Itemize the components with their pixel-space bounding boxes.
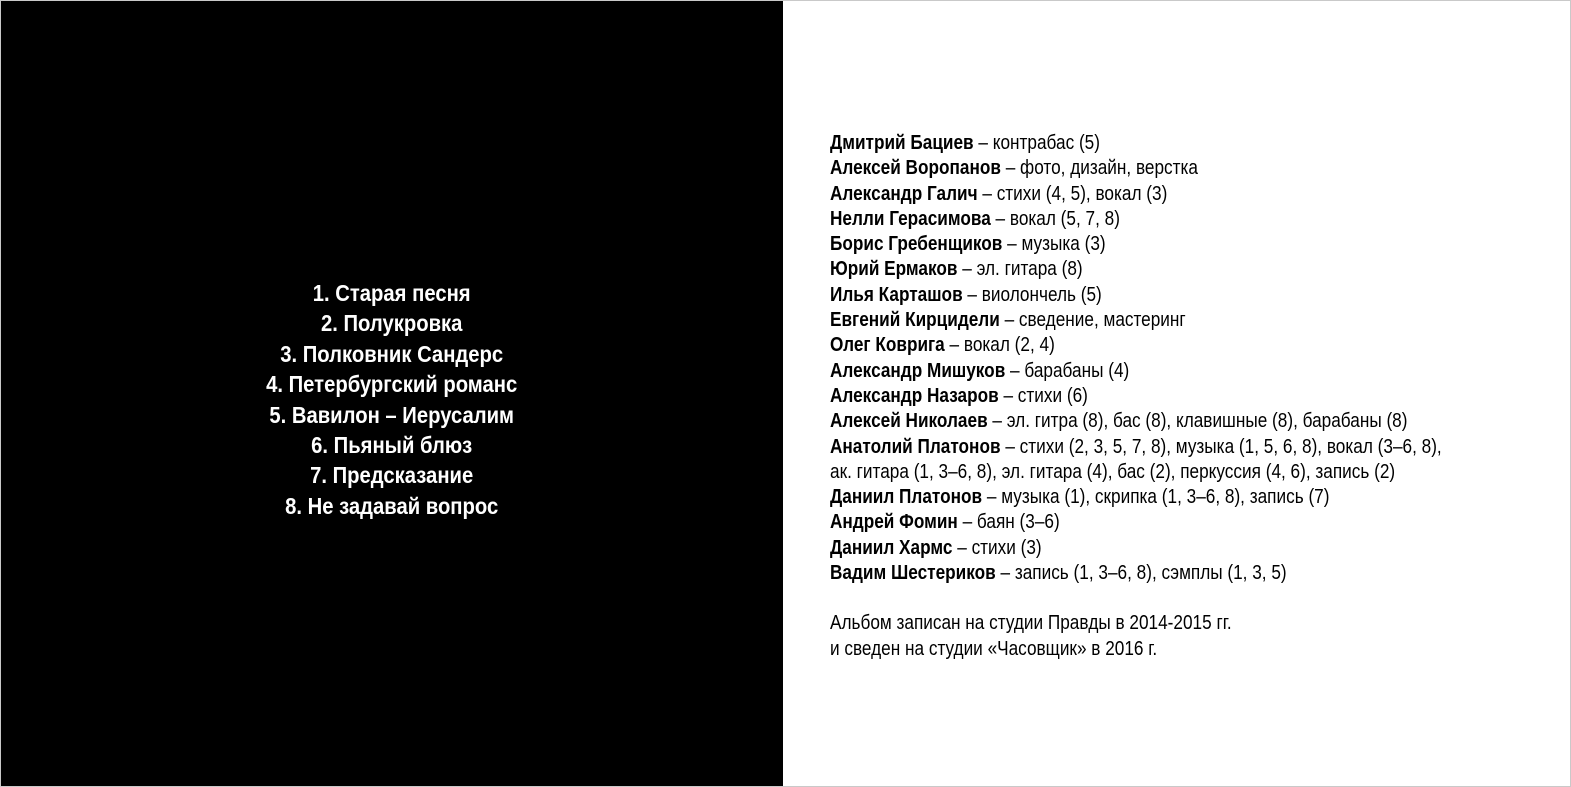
credits-page (783, 1, 1570, 786)
credit-line (830, 156, 1484, 181)
credit-line (830, 232, 1484, 257)
credit-line (830, 510, 1484, 535)
credit-name: Алексей Воропанов (830, 157, 1001, 180)
track-item: 6. Пьяный блюз (311, 431, 473, 458)
credit-role: – вокал (2, 4) (944, 334, 1055, 357)
credit-name: Вадим Шестериков (830, 562, 996, 585)
track-item: 7. Предсказание (310, 462, 474, 489)
credit-role: – эл. гитра (8), бас (8), клавишные (8), барабаны (8) (987, 410, 1408, 433)
credit-line (830, 308, 1484, 333)
credit-line (830, 561, 1484, 586)
credit-line (830, 485, 1484, 510)
credit-role: – фото, дизайн, верстка (1000, 157, 1198, 180)
credit-line (830, 536, 1484, 561)
credit-role: – вокал (5, 7, 8) (990, 207, 1120, 230)
credit-name: Александр Мишуков (830, 359, 1006, 382)
credit-name: Евгений Кирцидели (830, 309, 1000, 332)
credit-line (830, 283, 1484, 308)
credit-name: Александр Назаров (830, 384, 999, 407)
tracklist (266, 278, 517, 521)
track-item: 4. Петербургский романс (266, 371, 518, 398)
track-item: 2. Полукровка (321, 310, 463, 337)
credit-role: – стихи (4, 5), вокал (3) (977, 182, 1168, 205)
credit-role: – запись (1, 3–6, 8), сэмплы (1, 3, 5) (995, 562, 1287, 585)
credit-name: Нелли Герасимова (830, 207, 991, 230)
credit-line (830, 435, 1484, 460)
track-item: 1. Старая песня (313, 279, 471, 306)
track-item: 3. Полковник Сандерс (280, 340, 504, 367)
track-item: 5. Вавилон – Иерусалим (269, 401, 515, 428)
credit-line (830, 182, 1484, 207)
track-item: 8. Не задавай вопрос (285, 492, 499, 519)
credit-name: Юрий Ермаков (830, 258, 958, 281)
credit-role: – баян (3–6) (957, 511, 1060, 534)
credit-role: – эл. гитара (8) (957, 258, 1083, 281)
credits-list (830, 131, 1484, 586)
credit-line (830, 257, 1484, 282)
credit-name: Олег Коврига (830, 334, 945, 357)
credit-line (830, 131, 1484, 156)
recording-note-line: и сведен на студии «Часовщик» в 2016 г. (830, 637, 1158, 660)
credit-name: Борис Гребенщиков (830, 233, 1003, 256)
credit-line (830, 409, 1484, 434)
tracklist-page (1, 1, 783, 786)
credit-role: – музыка (3) (1002, 233, 1106, 256)
credit-role: – стихи (6) (998, 384, 1088, 407)
credit-name: Андрей Фомин (830, 511, 958, 534)
credit-role: – виолончель (5) (962, 283, 1102, 306)
credit-role: ак. гитара (1, 3–6, 8), эл. гитара (4), бас (2), перкуссия (4, 6), запись (2) (830, 460, 1396, 483)
credit-line (830, 333, 1484, 358)
credit-name: Илья Карташов (830, 283, 963, 306)
credit-name: Алексей Николаев (830, 410, 988, 433)
credit-name: Александр Галич (830, 182, 978, 205)
credit-name: Анатолий Платонов (830, 435, 1001, 458)
credit-role: – контрабас (5) (973, 132, 1100, 154)
credit-line (830, 384, 1484, 409)
credit-line (830, 359, 1484, 384)
credit-role: – музыка (1), скрипка (1, 3–6, 8), запись (7) (982, 486, 1330, 509)
credit-role: – стихи (2, 3, 5, 7, 8), музыка (1, 5, 6, 8), вокал (3–6, 8), (1000, 435, 1442, 458)
credit-name: Даниил Платонов (830, 486, 983, 509)
credit-line (830, 207, 1484, 232)
credit-name: Даниил Хармс (830, 536, 953, 559)
credit-line-continuation (830, 460, 1484, 485)
recording-note (830, 611, 1484, 662)
credit-role: – сведение, мастеринг (999, 309, 1186, 332)
recording-note-line: Альбом записан на студии Правды в 2014-2015 гг. (830, 612, 1232, 635)
credit-name: Дмитрий Бациев (830, 132, 974, 154)
credits-block (830, 131, 1484, 662)
credit-role: – барабаны (4) (1005, 359, 1130, 382)
credit-role: – стихи (3) (952, 536, 1042, 559)
